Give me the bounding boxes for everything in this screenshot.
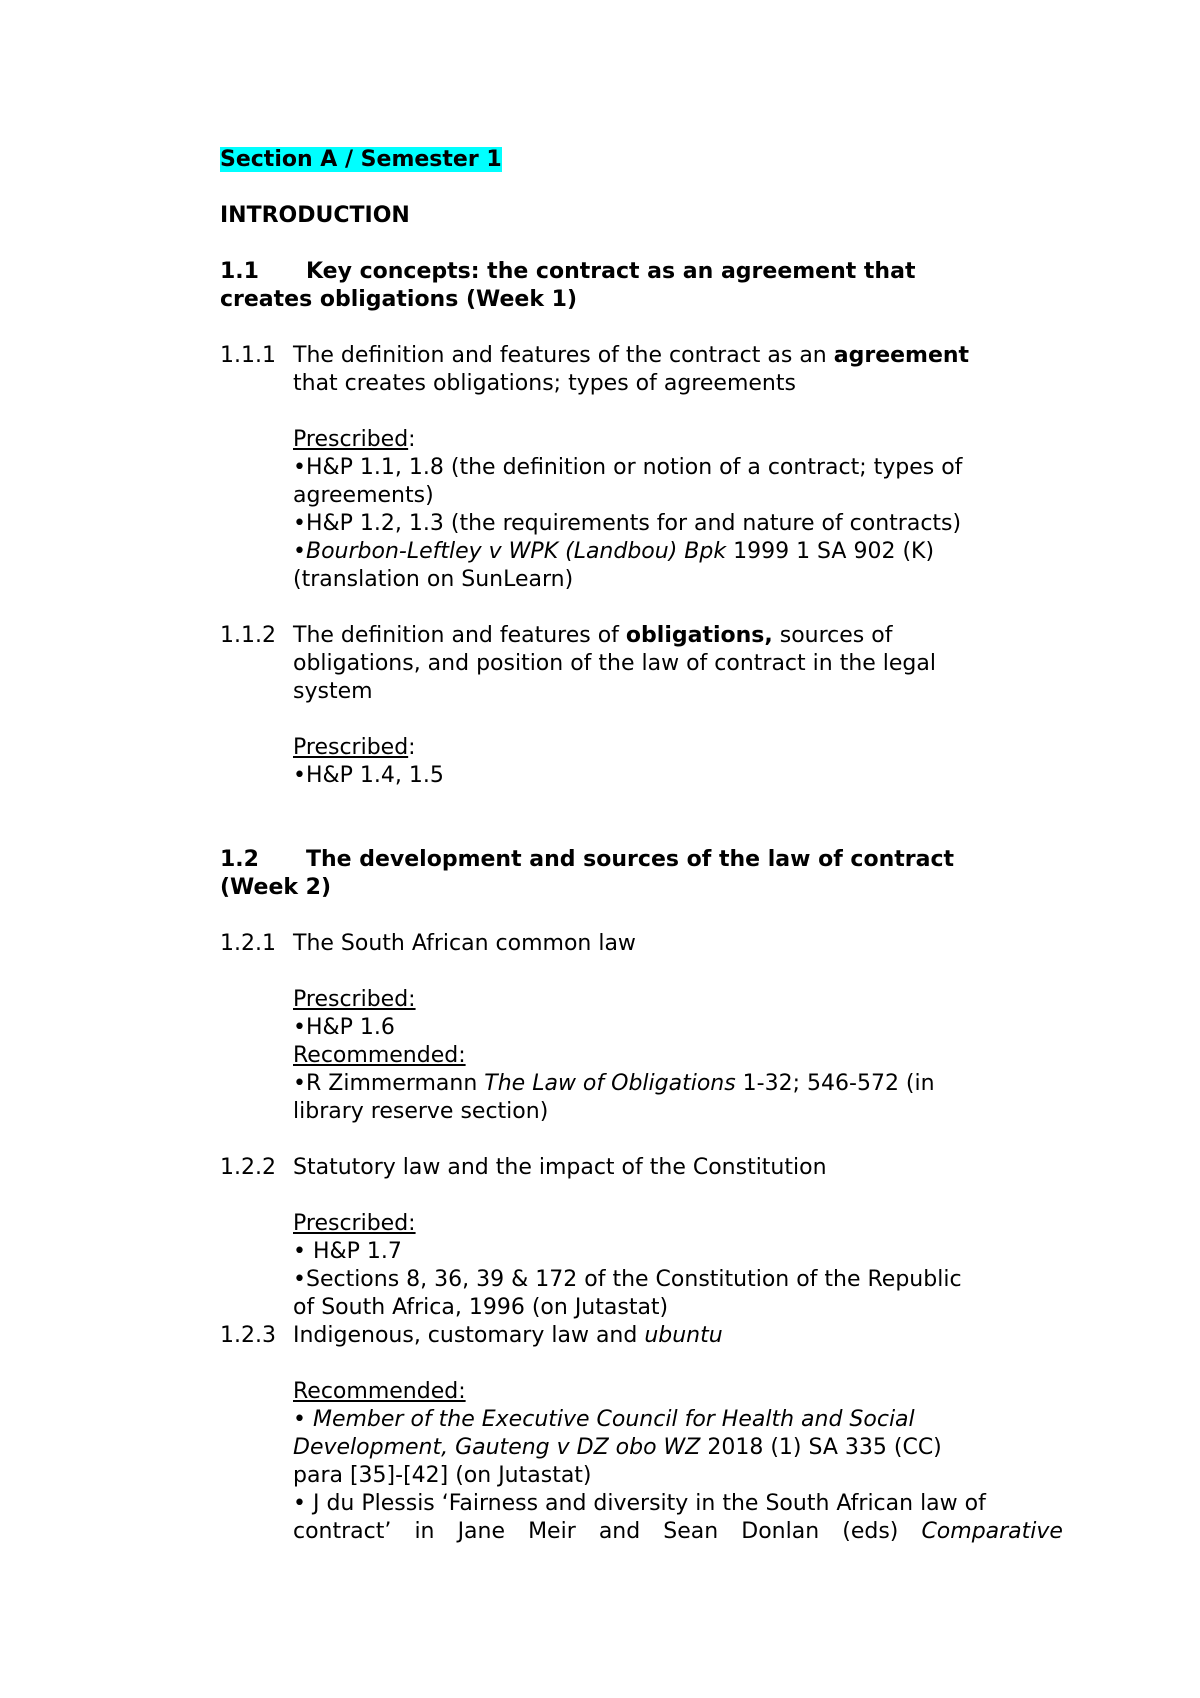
reading-item-continued: (translation on SunLearn) xyxy=(293,567,574,592)
subheading-1-1-2 xyxy=(220,622,892,650)
subheading-text: The South African common law xyxy=(293,931,636,956)
section-label-highlight: Section A / Semester 1 xyxy=(220,147,502,172)
bullet: • xyxy=(293,539,306,564)
prescribed-colon: : xyxy=(408,427,416,452)
word: in xyxy=(414,1519,435,1544)
case-name-continued: Development, Gauteng v DZ obo WZ xyxy=(293,1435,701,1460)
reading-item-continued: library reserve section) xyxy=(293,1099,549,1124)
heading-number: 1.1 xyxy=(220,259,259,284)
recommended-label: Recommended: xyxy=(293,1379,466,1404)
prescribed-colon: : xyxy=(408,735,416,760)
subheading-1-1-1 xyxy=(220,342,969,370)
reading-item xyxy=(293,538,934,566)
reading-item: •H&P 1.4, 1.5 xyxy=(293,763,444,788)
prescribed-label: Prescribed: xyxy=(293,987,416,1012)
subheading-number: 1.2.2 xyxy=(220,1155,276,1180)
reading-item xyxy=(293,1406,915,1434)
subheading-number: 1.2.1 xyxy=(220,931,276,956)
subheading-number: 1.1.2 xyxy=(220,623,276,648)
reading-item-continued: para [35]-[42] (on Jutastat) xyxy=(293,1463,592,1488)
subheading-number: 1.1.1 xyxy=(220,343,276,368)
word: contract’ xyxy=(293,1519,392,1544)
prescribed-label: Prescribed: xyxy=(293,1211,416,1236)
reading-item-continued: agreements) xyxy=(293,483,434,508)
word: (eds) xyxy=(842,1519,899,1544)
recommended-label: Recommended: xyxy=(293,1043,466,1068)
subheading-text: The definition and features of xyxy=(293,623,626,648)
subheading-bold-term: obligations, xyxy=(625,623,773,648)
subheading-1-1-1-line2: that creates obligations; types of agreements xyxy=(293,371,796,396)
reading-item xyxy=(293,1070,935,1098)
heading-1-1 xyxy=(220,258,915,286)
section-label xyxy=(220,146,502,174)
reading-item: •H&P 1.2, 1.3 (the requirements for and nature of contracts) xyxy=(293,511,962,536)
subheading-bold-term: agreement xyxy=(833,343,970,368)
reading-item: •Sections 8, 36, 39 & 172 of the Constitution of the Republic xyxy=(293,1267,962,1292)
word: Meir xyxy=(528,1519,576,1544)
word: Donlan xyxy=(741,1519,820,1544)
pages: 1-32; 546-572 (in xyxy=(735,1071,935,1096)
book-title: The Law of Obligations xyxy=(484,1071,736,1096)
book-title: Comparative xyxy=(921,1519,1063,1544)
reading-item: • H&P 1.7 xyxy=(293,1239,402,1264)
prescribed-label-text: Prescribed xyxy=(293,735,409,760)
reading-item-continued xyxy=(293,1434,942,1462)
bullet: • xyxy=(293,1407,313,1432)
subheading-1-1-2-line2: obligations, and position of the law of contract in the legal xyxy=(293,651,936,676)
subheading-text: The definition and features of the contract as an xyxy=(293,343,834,368)
heading-1-2 xyxy=(220,846,954,874)
word: Jane xyxy=(457,1519,506,1544)
prescribed-label xyxy=(293,734,416,762)
prescribed-label xyxy=(293,426,416,454)
reading-item: • J du Plessis ‘Fairness and diversity in the South African law of xyxy=(293,1491,986,1516)
case-citation: 2018 (1) SA 335 (CC) xyxy=(700,1435,942,1460)
subheading-1-2-2 xyxy=(220,1154,827,1182)
case-citation: 1999 1 SA 902 (K) xyxy=(726,539,935,564)
reading-item: •H&P 1.6 xyxy=(293,1015,395,1040)
reading-item: •H&P 1.1, 1.8 (the definition or notion of a contract; types of xyxy=(293,455,963,480)
word: and xyxy=(598,1519,641,1544)
subheading-text-rest: sources of xyxy=(772,623,893,648)
heading-title-line1: The development and sources of the law of contract xyxy=(306,847,955,872)
subheading-1-1-2-line3: system xyxy=(293,679,373,704)
intro-heading: INTRODUCTION xyxy=(220,203,410,228)
subheading-italic-term: ubuntu xyxy=(644,1323,723,1348)
heading-number: 1.2 xyxy=(220,847,259,872)
subheading-text: Indigenous, customary law and xyxy=(293,1323,645,1348)
reading-item-continued-justified xyxy=(293,1518,1063,1546)
subheading-1-2-3 xyxy=(220,1322,723,1350)
subheading-number: 1.2.3 xyxy=(220,1323,276,1348)
heading-1-2-line2: (Week 2) xyxy=(220,875,332,900)
reading-item-continued: of South Africa, 1996 (on Jutastat) xyxy=(293,1295,669,1320)
case-name: Member of the Executive Council for Health and Social xyxy=(312,1407,915,1432)
heading-title-line1: Key concepts: the contract as an agreement that xyxy=(306,259,916,284)
subheading-1-2-1 xyxy=(220,930,636,958)
word: Sean xyxy=(663,1519,719,1544)
heading-1-1-line2: creates obligations (Week 1) xyxy=(220,287,578,312)
author: •R Zimmermann xyxy=(293,1071,485,1096)
prescribed-label-text: Prescribed xyxy=(293,427,409,452)
subheading-text: Statutory law and the impact of the Constitution xyxy=(293,1155,827,1180)
case-name: Bourbon-Leftley v WPK (Landbou) Bpk xyxy=(305,539,727,564)
